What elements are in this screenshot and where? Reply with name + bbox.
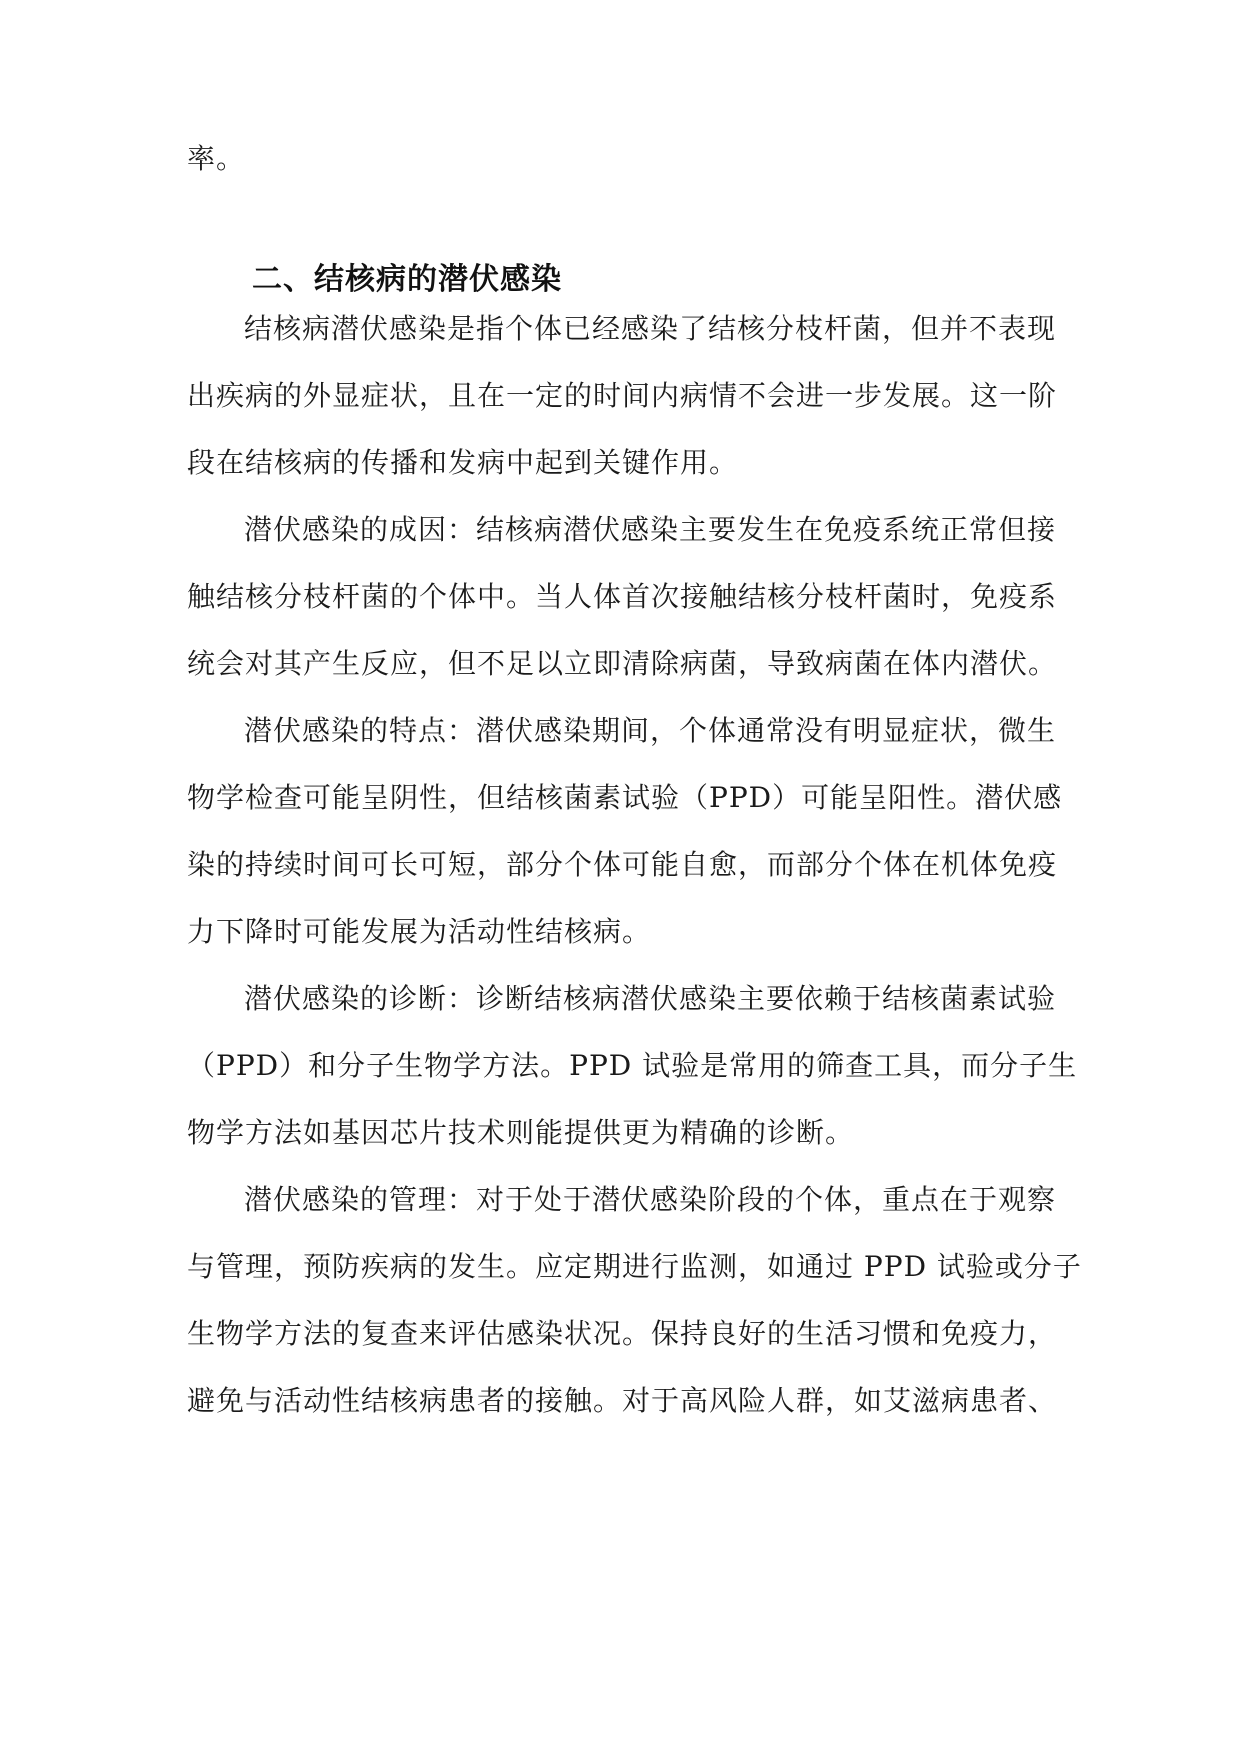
body-line-16: 生物学方法的复查来评估感染状况。保持良好的生活习惯和免疫力， <box>187 1317 1058 1350</box>
body-line-7: 潜伏感染的特点：潜伏感染期间，个体通常没有明显症状，微生 <box>244 714 1057 747</box>
body-line-4: 潜伏感染的成因：结核病潜伏感染主要发生在免疫系统正常但接 <box>244 513 1057 546</box>
body-line-6: 统会对其产生反应，但不足以立即清除病菌，导致病菌在体内潜伏。 <box>187 647 1058 680</box>
body-line-9: 染的持续时间可长可短，部分个体可能自愈，而部分个体在机体免疫 <box>187 848 1058 881</box>
body-line-12: （PPD）和分子生物学方法。PPD 试验是常用的筛查工具，而分子生 <box>187 1049 1078 1082</box>
body-line-17: 避免与活动性结核病患者的接触。对于高风险人群，如艾滋病患者、 <box>187 1384 1058 1417</box>
body-line-15: 与管理，预防疾病的发生。应定期进行监测，如通过 PPD 试验或分子 <box>187 1250 1082 1283</box>
body-line-14: 潜伏感染的管理：对于处于潜伏感染阶段的个体，重点在于观察 <box>244 1183 1057 1216</box>
section-heading: 二、结核病的潜伏感染 <box>252 262 562 297</box>
body-line-11: 潜伏感染的诊断：诊断结核病潜伏感染主要依赖于结核菌素试验 <box>244 982 1057 1015</box>
body-line-5: 触结核分枝杆菌的个体中。当人体首次接触结核分枝杆菌时，免疫系 <box>187 580 1058 613</box>
body-line-10: 力下降时可能发展为活动性结核病。 <box>187 915 652 948</box>
body-line-1: 结核病潜伏感染是指个体已经感染了结核分枝杆菌，但并不表现 <box>244 312 1057 345</box>
body-line-2: 出疾病的外显症状，且在一定的时间内病情不会进一步发展。这一阶 <box>187 379 1058 412</box>
body-line-3: 段在结核病的传播和发病中起到关键作用。 <box>187 446 739 479</box>
body-line-8: 物学检查可能呈阴性，但结核菌素试验（PPD）可能呈阳性。潜伏感 <box>187 781 1063 814</box>
body-line-13: 物学方法如基因芯片技术则能提供更为精确的诊断。 <box>187 1116 855 1149</box>
lead-line: 率。 <box>187 142 246 175</box>
